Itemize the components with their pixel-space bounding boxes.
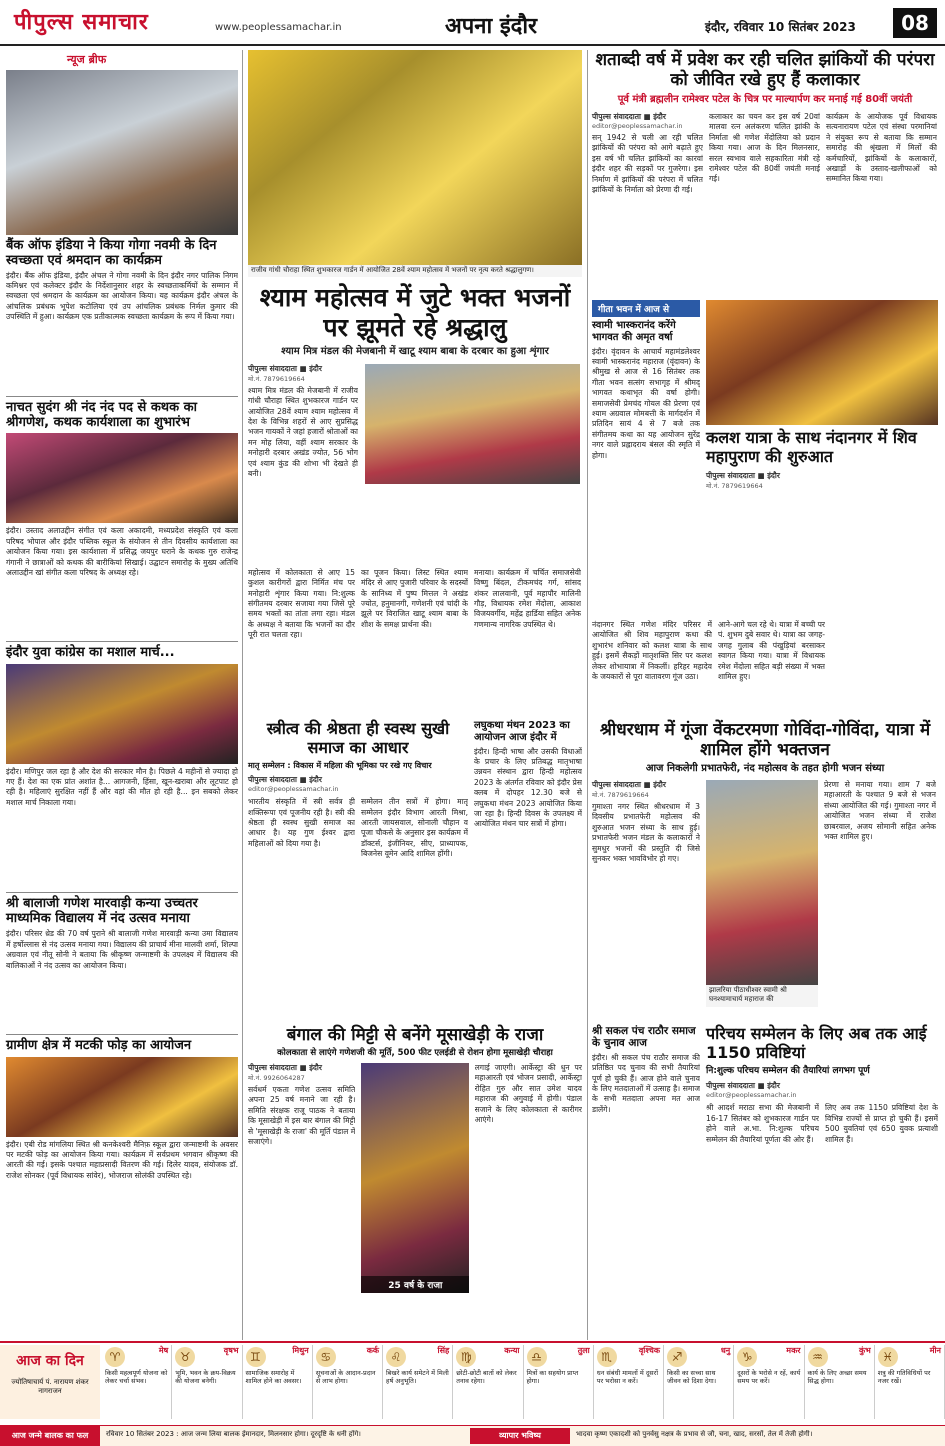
jhanki-body: कार्यक्रम के आयोजक पूर्व विधायक सत्यनारायण पटेल एवं संस्था परमानियां ने संयुक्त रूप से बताया कि सम्मान समारोह की श्रृंखला में मिलों की कर्मचारियों, झांकियों के कलाकारों, अखाड़ों के उस्ताद-खलीफाओं को सम्मानित किया गया। <box>826 111 937 184</box>
rashi-name: मिथुन <box>292 1346 309 1355</box>
zodiac-icon: ♏ <box>597 1347 617 1367</box>
stritva-body: भारतीय संस्कृति में स्त्री सर्वत्र ही शक्तिरूपा एवं पूजनीय रही है। स्त्री की श्रेष्ठता ही स्वस्थ सुखी समाज का आधार है। यह गुण ईश्वर द्वारा महिलाओं को दिया गया है। <box>248 797 355 848</box>
brief-headline[interactable]: नाचत सुदंग श्री नंद नंद पद से कथक का श्रीगणेश, कथक कार्यशाला का शुभारंभ <box>6 399 197 430</box>
kalash-body-row <box>592 620 938 715</box>
torch-march-photo <box>6 664 238 764</box>
rashi-text: भूमि, भवन के क्रय-विक्रय की योजना बनेगी। <box>175 1369 236 1385</box>
byline-contact: editor@peoplessamachar.in <box>248 785 339 794</box>
jhanki-story <box>592 50 938 277</box>
rashifal-border <box>0 1341 945 1343</box>
brief-body: इंदौर। बैंक ऑफ इंडिया, इंदौर अंचल ने गोगा नवमी के दिन इंदौर नगर पालिक निगम कमिश्नर एवं कलेक्टर इंदौर के निर्देशानुसार शहर के स्वच्छताकर्मियों के सम्मान में स्वच्छता एवं श्रमदान के कार्यक्रम का आयोजन किया। यह कार्यक्रम इंदौर अंचल के आंचलिक प्रबंधक भूपेश कटोलिया एवं उप आंचलिक प्रबंधक निर्मल कुमार की उपस्थिति में हुआ। कार्यक्रम एक प्रतीकात्मक स्वच्छता कार्यक्रम के रूप में किया गया। <box>6 270 238 322</box>
rashi-name: मीन <box>929 1346 941 1355</box>
rashi-name: तुला <box>577 1346 590 1355</box>
shyam-subheadline: श्याम मित्र मंडल की मेजबानी में खाटू श्याम बाबा के दरबार का हुआ शृंगार <box>281 346 549 357</box>
byline-text: पीपुल्स संवाददाता ■ इंदौर <box>248 363 322 373</box>
column-divider <box>242 50 243 1340</box>
kathak-photo <box>6 433 238 523</box>
rashi-text: सामाजिक समारोह में शामिल होने का अवसर। <box>245 1369 302 1385</box>
column-divider <box>587 50 588 1340</box>
brief-photo <box>6 50 238 235</box>
rashi-text: किसी का सच्चा साथ जीवन को दिशा देगा। <box>667 1369 717 1385</box>
rashi-cell[interactable] <box>243 1345 313 1419</box>
shyam-darbar-photo <box>365 364 580 484</box>
parichay-body: श्री आदर्श मराठा सभा की मेजबानी में 16-17 सितंबर को शुभकारज गार्डन पर होने वाले अ.भा. नि:शुल्क परिचय सम्मेलन की तैयारियां पूर्णता की ओर हैं। <box>706 1103 819 1144</box>
byline <box>592 780 700 799</box>
shyam-body: महोत्सव में कोलकाता से आए 15 कुशल कारीगरों द्वारा निर्मित मंच पर मनोहारी शृंगार किया गया। नि:शुल्क संगीतमय दरबार सजाया गया जिसे पूरे समय भक्तों का तांता लगा रहा। मंडल के अध्यक्ष ने बताया कि भजनों का दौर पूरी रात चलता रहा। <box>248 567 355 640</box>
shridhar-story <box>592 720 938 1010</box>
byline-text: पीपुल्स संवाददाता ■ इंदौर <box>706 470 780 480</box>
rashi-text: छोटी-छोटी बातों को लेकर तनाव रहेगा। <box>456 1369 517 1385</box>
rashi-cell[interactable] <box>594 1345 664 1419</box>
byline-contact: मो.नं. 9926064287 <box>248 1074 305 1083</box>
parichay-subheadline: नि:शुल्क परिचय सम्मेलन की तैयारियां लगभग पूर्ण <box>706 1065 870 1076</box>
photo-caption: झालरिया पीठाधीश्वर स्वामी श्री घनश्यामाचार्य महाराज की <box>706 985 818 1007</box>
brief-body: इंदौर। मणिपुर जल रहा है और देश की सरकार मौन है। पिछले 4 महीनों से ज्यादा हो गए हैं। देश का एक प्रांत अशांत है... आगजनी, हिंसा, खून-खराबा और लूटपाट हो रही है। महिलाएं सुरक्षित नहीं हैं और वहां की मौत हो रही है... इन सबको लेकर मशाल मार्च निकाला गया। <box>6 766 238 807</box>
shyam-mahotsav-photo <box>248 50 582 265</box>
ganesh-body: सर्वधर्म एकता गणेश उत्सव समिति अपना 25 वर्ष मनाने जा रही है। समिति संरक्षक राजू पाठक ने बताया कि मूसाखेड़ी में इस बार बंगाल की मिट्टी से 'मूसाखेड़ी के राजा' की मूर्ति पंडाल में सजाएंगे। <box>248 1085 356 1147</box>
stritva-subheadline: मातृ सम्मेलन : विकास में महिला की भूमिका पर रखे गए विचार <box>248 760 432 770</box>
rashi-name: वृषभ <box>223 1346 239 1355</box>
vyapar-text: भादवा कृष्ण एकादशी को पुनर्वसु नक्षत्र के प्रभाव से जौ, चना, खाद, सरसों, तेल में तेजी होगी। <box>576 1430 813 1438</box>
shyam-body: का पूजन किया। लिस्ट स्थित श्याम मंदिर से आए पुजारी परिवार के सदस्यों के सानिध्य में पुष्प मित्तल ने अखंड ज्योत, हनुमानगी, गणेशनी एवं चांदी के झूले पर विराजित खाटू श्याम बाबा के शीश के समक्ष प्रार्थना की। <box>361 567 468 629</box>
shyam-body: मनाया। कार्यक्रम में चर्चित समाजसेवी विष्णु बिंदल, टीकमचंद गर्ग, सांसद शंकर लालवानी, पूर्व महापौर मालिनी गौड़, विधायक रमेश मेंदोला, आकाश विजयवर्गीय, महेंद्र हार्डिया सहित अनेक गणमान्य नागरिक उपस्थित थे। <box>474 567 581 629</box>
jhanki-headline[interactable]: शताब्दी वर्ष में प्रवेश कर रही चलित झांकियों की परंपरा को जीवित रखे हुए हैं कलाकार <box>595 50 935 91</box>
rashi-text: किसी महत्वपूर्ण योजना को लेकर चर्चा संभव। <box>105 1369 168 1385</box>
gita-headline[interactable]: स्वामी भास्करानंद करेंगे भागवत की अमृत वर्षा <box>592 320 676 343</box>
shridhar-body: गुमाश्ता नगर स्थित श्रीधरधाम में 3 दिवसीय प्रभातफेरी महोत्सव की शुरुआत भजन संध्या के साथ हुई। प्रभातफेरी भजन मंडल के कलाकारों ने सुमधुर भजनों की प्रस्तुति दी जिसे सुनकर भक्त भावविभोर हो गए। <box>592 801 700 863</box>
rashi-name: मकर <box>786 1346 801 1355</box>
shridhar-photo <box>706 780 818 985</box>
laghu-headline[interactable]: लघुकथा मंथन 2023 का आयोजन आज इंदौर में <box>474 720 570 743</box>
rashi-text: बिखरे कार्य समेटने में मिली हर्ष अनुभूति। <box>386 1369 449 1385</box>
brief-body: इंदौर। उस्ताद अलाउद्दीन संगीत एवं कला अकादमी, मध्यप्रदेश संस्कृति एवं कला परिषद भोपाल और इंदौर पब्लिक स्कूल के संयोजन से तीन दिवसीय कार्यशाला का आयोजन किया गया। इस कार्यशाला में प्रसिद्ध जयपुर घराने के कथक गुरु राजेन्द्र गंगानी ने छात्राओं को कथक की बारीकियां सिखाई। उद्घाटन समारोह के मुख्य अतिथि अलाउद्दीन खां संगीत कला परिषद के अध्यक्ष रहे। <box>6 526 238 577</box>
zodiac-icon: ♑ <box>737 1347 757 1367</box>
brief-headline[interactable]: बैंक ऑफ इंडिया ने किया गोगा नवमी के दिन स्वच्छता एवं श्रमदान का कार्यक्रम <box>6 238 217 269</box>
laghu-body: इंदौर। हिन्दी भाषा और उसकी विधाओं के प्रचार के लिए प्रतिबद्ध मातृभाषा उन्नयन संस्थान द्वारा हिन्दी महोत्सव 2023 के अंतर्गत रविवार को इंदौर प्रेस क्लब में दोपहर 12.30 बजे से लघुकथा मंथन 2023 आयोजित किया जा रहा है। हिन्दी दिवस के उपलक्ष्य में आयोजित मंथन चार सत्रों में होगा। <box>474 746 582 829</box>
divider <box>6 892 238 893</box>
ganesh-body: लगाई जाएगी। आर्केस्ट्रा की धुन पर महाआरती एवं भोजन प्रसादी, आर्केस्ट्रा रोहित गुरु और सात उमेश यादव महाराज की अगुवाई में होगी। पंडाल सजाने के लिए कोलकाता से कारीगर आएंगे। <box>474 1063 582 1125</box>
byline-text: पीपुल्स संवाददाता ■ इंदौर <box>706 1081 780 1091</box>
laghu-story <box>474 720 582 937</box>
parichay-headline[interactable]: परिचय सम्मेलन के लिए अब तक आई 1150 प्रविष्टियां <box>706 1024 927 1062</box>
stritva-headline[interactable]: स्त्रीत्व की श्रेष्ठता ही स्वस्थ सुखी समाज का आधार <box>266 719 450 757</box>
brief-headline[interactable]: इंदौर युवा कांग्रेस का मशाल मार्च... <box>6 645 175 661</box>
shyam-story <box>248 50 582 698</box>
zodiac-icon: ♎ <box>527 1347 547 1367</box>
vyapar-label: व्यापार भविष्य <box>470 1428 570 1444</box>
byline <box>706 471 938 490</box>
rashi-name: मेष <box>158 1346 169 1355</box>
rashi-cell[interactable] <box>383 1345 453 1419</box>
gita-story <box>592 300 700 657</box>
byline <box>248 775 468 793</box>
kalash-body <box>831 620 938 715</box>
jhanki-body: सन् 1942 से चली आ रही चलित झांकियों की परंपरा को आगे बढ़ाते हुए इस वर्ष भी चलित झांकियों का कारवां इंदौर शहर की सड़कों पर गुजरेगा। इस निर्माण में झांकियों की परंपरा में चलित झांकियों के निर्माता को प्रेरणा दी गई। <box>592 132 703 194</box>
rashi-name: सिंह <box>437 1346 450 1355</box>
zodiac-icon: ♍ <box>456 1347 476 1367</box>
shridhar-subheadline: आज निकलेगी प्रभातफेरी, नंद महोत्सव के तहत होगी भजन संध्या <box>645 763 885 775</box>
rashi-name: धनु <box>720 1346 731 1355</box>
rashi-cell[interactable] <box>313 1345 383 1419</box>
rathore-body: इंदौर। श्री सकल पंच राठौर समाज की प्रतिष्ठित पद चुनाव की सभी तैयारियां पूर्ण हो चुकी हैं। आज होने वाले चुनाव के लिए मतदाताओं में उत्साह है। समाज के सभी मतदाता अपना मत आज डालेंगे। <box>592 1052 700 1114</box>
gita-tag: गीता भवन में आज से <box>592 300 700 317</box>
rashi-cell[interactable] <box>172 1345 242 1419</box>
rashi-text: कार्य के लिए अच्छा समय सिद्ध होगा। <box>807 1369 867 1385</box>
ganesh-subheadline: कोलकाता से लाएंगे गणेशजी की मूर्ति, 500 फीट एलईडी से रोशन होगा मूसाखेड़ी चौराहा <box>277 1048 553 1059</box>
rathore-headline[interactable]: श्री सकल पंच राठौर समाज के चुनाव आज <box>592 1025 696 1050</box>
zodiac-icon: ♒ <box>808 1347 828 1367</box>
page-number: 08 <box>893 8 937 38</box>
jhanki-subheadline: पूर्व मंत्री ब्रह्मलीन रामेश्वर पटेल के चित्र पर माल्यार्पण कर मनाई गई 80वीं जयंती <box>617 94 913 106</box>
kalash-story <box>706 300 938 490</box>
website-link[interactable]: www.peoplessamachar.in <box>215 22 342 33</box>
rashi-cell[interactable] <box>875 1345 945 1419</box>
footer-strip <box>0 1425 945 1446</box>
rashi-text: धन संबंधी मामलों में दूसरों पर भरोसा न करें। <box>596 1369 659 1385</box>
zodiac-icon: ♌ <box>386 1347 406 1367</box>
matki-photo <box>6 1057 238 1137</box>
divider <box>6 1034 238 1035</box>
photo-label: 25 वर्ष के राजा <box>361 1276 469 1293</box>
news-brief-label: न्यूज ब्रीफ <box>61 52 112 67</box>
rashi-cell[interactable] <box>805 1345 875 1419</box>
shyam-headline[interactable]: श्याम महोत्सव में जुटे भक्त भजनों पर झूमते रहे श्रद्धालु <box>259 283 571 342</box>
byline-text: पीपुल्स संवाददाता ■ इंदौर <box>592 779 666 789</box>
byline-text: पीपुल्स संवाददाता ■ इंदौर <box>248 1063 322 1073</box>
byline-text: पीपुल्स संवाददाता ■ इंदौर <box>248 775 322 785</box>
section-title: अपना इंदौर <box>445 14 538 39</box>
gita-body: इंदौर। वृंदावन के आचार्य महामंडलेश्वर स्वामी भास्करानंद महाराज (वृंदावन) के श्रीमुख से आज से 16 सितंबर तक गीता भवन सत्संग सभागृह में श्रीमद् भागवत कथाभृत की वर्षा होगी। समाजसेवी प्रेमचंद गोयल की प्रेरणा एवं श्याम अग्रवाल मोमबत्ती के मार्गदर्शन में प्रतिदिन सायं 4 से 7 बजे तक संगीतमय कथा का यह आयोजन सुरेंद्र नगर वाले प्रह्लादराय बंसल की स्मृति में होगा। <box>592 346 700 460</box>
divider <box>6 396 238 397</box>
rashi-cell[interactable] <box>734 1345 804 1419</box>
footer-text: रविवार 10 सितंबर 2023 : आज जन्म लिया बालक ईमानदार, मिलनसार होगा। दूरदृष्टि के धनी होंगे। <box>106 1430 361 1438</box>
zodiac-icon: ♐ <box>667 1347 687 1367</box>
rashi-cell[interactable] <box>453 1345 523 1419</box>
shridhar-headline[interactable]: श्रीधरधाम में गूंजा वेंकटरमणा गोविंदा-गोविंदा, यात्रा में शामिल होंगे भक्तजन <box>599 720 931 761</box>
rashi-name: कन्या <box>504 1346 520 1355</box>
zodiac-icon: ♉ <box>175 1347 195 1367</box>
rashi-text: सूचनाओं के आदान-प्रदान से लाभ होगा। <box>315 1369 376 1385</box>
jhanki-body: कलाकार का चयन कर इस वर्ष 20वां मालवा रत्न अलंकरण चलित झांकी के निर्माता श्री गणेश मेंदोलिया को प्रदान किया गया। आज के दिन मिलनसार, सरल स्वभाव वाले सहकारिता मंत्री रहे रामेश्वर पटेल की 80वीं जयंती मनाई गई। <box>709 111 820 184</box>
rathore-story <box>592 1025 700 1323</box>
rashi-text: दूसरों के भरोसे न रहें, कार्य समय पर करें। <box>737 1369 801 1385</box>
byline-contact: मो.नं. 7879619664 <box>706 481 763 490</box>
ganesh-story <box>248 1025 582 1293</box>
byline <box>248 1063 355 1082</box>
ganesh-photo <box>361 1063 468 1293</box>
rashi-name: कुंभ <box>858 1346 871 1355</box>
rashi-cell[interactable] <box>664 1345 734 1419</box>
byline <box>248 364 358 383</box>
kalash-body: नंदानगर स्थित गणेश मंदिर परिसर में आयोजित श्री शिव महापुराण कथा की शुभारंभ शनिवार को कलश यात्रा के साथ हुई। इसमें सैकड़ों मातृशक्ति सिर पर कलश लेकर शोभायात्रा में निकलीं। हरिहर महादेव के जयकारों से पूरा वातावरण गूंज उठा। <box>592 620 712 682</box>
kalash-body: आने-आगे चल रहे थे। यात्रा में बच्ची पर पं. शुभम दुबे सवार थे। यात्रा का जगह-जगह गुलाब की पंखुड़ियां बरसाकर स्वागत किया गया। यात्रा में विधायक रमेश मेंदोला सहित बड़ी संख्या में भक्त शामिल हुए। <box>718 620 825 682</box>
brief-body: इंदौर। परिसर थ्रेड की 70 वर्ष पुराने श्री बालाजी गणेश मारवाड़ी कन्या उमा विद्यालय में हर्षोल्लास से नंद उत्सव मनाया गया। विद्यालय की प्राचार्य मीना मालवी शर्मा, शिल्पा अग्रवाल एवं नीतू सोनी ने बताया कि श्रीकृष्ण जन्माष्टमी के उपलक्ष्य में विद्यालय की बालिकाओं ने नंद उत्सव का आयोजन किया। <box>6 929 238 970</box>
byline <box>706 1081 938 1099</box>
byline-contact: editor@peoplessamachar.in <box>592 121 683 130</box>
rashi-name: वृश्चिक <box>638 1346 660 1355</box>
kalash-headline[interactable]: कलश यात्रा के साथ नंदानगर में शिव महापुराण की शुरुआत <box>706 428 917 466</box>
parichay-body: लिए अब तक 1150 प्रविष्टियां देश के विभिन्न राज्यों से प्राप्त हो चुकी हैं। इसमें 500 युवतियां एवं 650 युवक प्रत्याशी शामिल हैं। <box>825 1103 938 1144</box>
astrologer-name: ज्योतिषाचार्य पं. नारायण शंकर नागराजन <box>11 1377 89 1395</box>
zodiac-icon: ♊ <box>246 1347 266 1367</box>
stritva-body: सम्मेलन तीन सत्रों में होगा। मातृ सम्मेलन इंदौर विभाग आरती मिश्रा, आरती जायसवाल, सोनाली चौहान व पूजा चौकसे के अनुसार इस कार्यक्रम में डॉक्टर्स, इंजीनियर, सीए, प्राध्यापक, बिजनेस वूमेन आदि शामिल होंगी। <box>361 797 468 859</box>
photo-caption: राजीव गांधी चौराहा स्थित शुभकारज गार्डन में आयोजित 28वें श्याम महोत्सव में भजनों पर नृत्य करते श्रद्धालुगण। <box>248 265 582 277</box>
rashi-text: शत्रु की गतिविधियों पर नजर रखें। <box>877 1369 931 1385</box>
zodiac-icon: ♈ <box>105 1347 125 1367</box>
byline-contact: मो.नं. 7879619664 <box>592 790 649 799</box>
byline-contact: मो.नं. 7879619664 <box>248 374 305 383</box>
news-brief-column <box>6 50 238 1205</box>
byline-contact: editor@peoplessamachar.in <box>706 1091 797 1100</box>
brief-headline[interactable]: श्री बालाजी गणेश मारवाड़ी कन्या उच्चतर माध्यमिक विद्यालय में नंद उत्सव मनाया <box>6 895 198 926</box>
rashifal-title: आज का दिन <box>16 1353 84 1369</box>
rashi-text: मित्रों का सहयोग प्राप्त होगा। <box>526 1369 579 1385</box>
newspaper-logo[interactable]: पीपुल्स समाचार <box>14 10 149 35</box>
shyam-body: श्याम मित्र मंडल की मेजबानी में राजीव गांधी चौराहा स्थित शुभकारज गार्डन पर आयोजित 28वें श्याम श्याम महोत्सव में देश के विभिन्न शहरों से आए सुप्रसिद्ध भजन गायकों ने जहां हजारों श्रोताओं का मन मोह लिया, वहीं श्याम सरकार के मनोहारी दरबार अखंड ज्योत, 56 भोग एवं श्याम कुंड की शोभा भी देखते ही बनी। <box>248 385 358 479</box>
rashi-name: कर्क <box>366 1346 379 1355</box>
masthead <box>0 0 945 46</box>
dateline: इंदौर, रविवार 10 सितंबर 2023 <box>705 20 856 34</box>
zodiac-icon: ♓ <box>878 1347 898 1367</box>
brief-headline[interactable]: ग्रामीण क्षेत्र में मटकी फोड़ का आयोजन <box>6 1038 192 1054</box>
ganesh-headline[interactable]: बंगाल की मिट्टी से बनेंगे मूसाखेड़ी के राजा <box>286 1025 544 1045</box>
zodiac-icon: ♋ <box>316 1347 336 1367</box>
footer-label: आज जन्मे बालक का फल <box>0 1426 100 1446</box>
cleanliness-photo <box>6 70 238 235</box>
brief-body: इंदौर। एबी रोड मांगलिया स्थित श्री कनकेश्वरी मैनिफ़ स्कूल द्वारा जन्माष्टमी के अवसर पर मटकी फोड़ का आयोजन किया गया। कार्यक्रम में सर्वप्रथम भगवान श्रीकृष्ण की आरती की गई। इसके पश्चात महाप्रसादी वितरण की गई। दिलेर यादव, संयोजक डॉ. राजेश सोनकर (पूर्व विधायक सांवेर), भोजराज सोलंकी उपस्थित रहे। <box>6 1139 238 1180</box>
divider <box>6 641 238 642</box>
byline <box>592 112 703 130</box>
aaj-ka-din-box <box>0 1345 100 1419</box>
byline-text: पीपुल्स संवाददाता ■ इंदौर <box>592 111 666 121</box>
rashi-cell[interactable] <box>102 1345 172 1419</box>
kalash-photo <box>706 300 938 425</box>
rashi-cell[interactable] <box>524 1345 594 1419</box>
parichay-story <box>706 1025 938 1303</box>
shridhar-body: प्रेरणा से मनाया गया। शाम 7 बजे महाआरती के पश्चात 9 बजे से भजन संध्या आयोजित की गई। गुमाश्ता नगर में आयोजित भजन संध्या में राजेश छाबरवाल, अजय सोमानी सहित अनेक भक्त शामिल हुए। <box>824 779 936 841</box>
stritva-story <box>248 720 468 962</box>
